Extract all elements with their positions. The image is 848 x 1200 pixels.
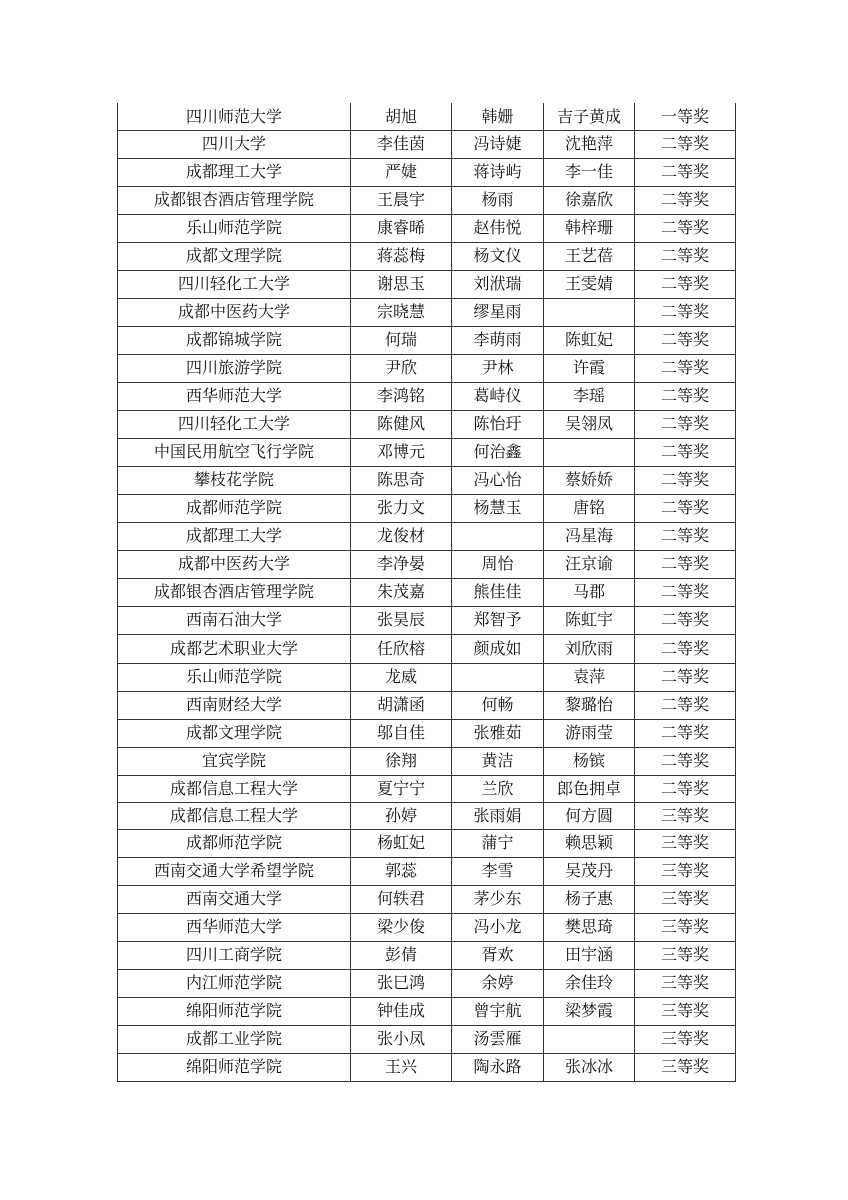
member-1-cell: 龙俊材 — [351, 522, 452, 550]
member-2-cell: 缪星雨 — [452, 298, 544, 326]
document-page — [117, 103, 736, 1082]
award-level-cell: 二等奖 — [635, 410, 736, 438]
member-1-cell: 梁少俊 — [351, 913, 452, 941]
member-1-cell: 张力文 — [351, 494, 452, 522]
member-1-cell: 王晨宇 — [351, 186, 452, 214]
member-3-cell: 刘欣雨 — [544, 634, 635, 663]
member-3-cell: 李瑶 — [544, 382, 635, 410]
award-level-cell: 二等奖 — [635, 130, 736, 158]
member-3-cell: 汪京谕 — [544, 550, 635, 578]
table-row — [118, 969, 736, 997]
table-row — [118, 775, 736, 802]
member-3-cell: 吴翎凤 — [544, 410, 635, 438]
award-level-cell: 三等奖 — [635, 802, 736, 829]
member-3-cell: 郎色拥卓 — [544, 775, 635, 802]
school-cell: 乐山师范学院 — [118, 663, 351, 691]
member-3-cell: 冯星海 — [544, 522, 635, 550]
award-level-cell: 三等奖 — [635, 1025, 736, 1053]
school-cell: 四川轻化工大学 — [118, 410, 351, 438]
member-1-cell: 龙威 — [351, 663, 452, 691]
member-1-cell: 胡潇函 — [351, 691, 452, 719]
table-row — [118, 578, 736, 606]
member-3-cell: 杨镔 — [544, 747, 635, 775]
member-1-cell: 孙婷 — [351, 802, 452, 829]
school-cell: 绵阳师范学院 — [118, 1053, 351, 1081]
member-3-cell: 李一佳 — [544, 158, 635, 186]
award-level-cell: 二等奖 — [635, 186, 736, 214]
member-2-cell: 杨慧玉 — [452, 494, 544, 522]
table-row — [118, 494, 736, 522]
member-3-cell: 袁萍 — [544, 663, 635, 691]
member-2-cell: 张雅茹 — [452, 719, 544, 747]
member-1-cell: 邓博元 — [351, 438, 452, 466]
member-2-cell: 何治鑫 — [452, 438, 544, 466]
member-3-cell — [544, 1025, 635, 1053]
school-cell: 绵阳师范学院 — [118, 997, 351, 1025]
member-1-cell: 张小凤 — [351, 1025, 452, 1053]
member-2-cell: 曾宇航 — [452, 997, 544, 1025]
member-2-cell: 杨文仪 — [452, 242, 544, 270]
member-1-cell: 夏宁宁 — [351, 775, 452, 802]
member-1-cell: 谢思玉 — [351, 270, 452, 298]
member-1-cell: 蒋蕊梅 — [351, 242, 452, 270]
member-2-cell: 张雨娟 — [452, 802, 544, 829]
member-3-cell: 田宇涵 — [544, 941, 635, 969]
member-3-cell: 韩梓珊 — [544, 214, 635, 242]
school-cell: 成都中医药大学 — [118, 550, 351, 578]
member-3-cell: 王艺蓓 — [544, 242, 635, 270]
school-cell: 成都文理学院 — [118, 719, 351, 747]
member-2-cell — [452, 663, 544, 691]
award-level-cell: 二等奖 — [635, 438, 736, 466]
member-1-cell: 杨虹妃 — [351, 829, 452, 857]
table-row — [118, 354, 736, 382]
member-2-cell: 蒋诗屿 — [452, 158, 544, 186]
award-level-cell: 二等奖 — [635, 158, 736, 186]
member-2-cell: 汤雲雁 — [452, 1025, 544, 1053]
award-level-cell: 二等奖 — [635, 494, 736, 522]
award-level-cell: 二等奖 — [635, 775, 736, 802]
award-level-cell: 二等奖 — [635, 550, 736, 578]
award-level-cell: 三等奖 — [635, 829, 736, 857]
award-level-cell: 二等奖 — [635, 270, 736, 298]
member-3-cell: 唐铭 — [544, 494, 635, 522]
member-1-cell: 彭倩 — [351, 941, 452, 969]
member-1-cell: 李佳茵 — [351, 130, 452, 158]
school-cell: 中国民用航空飞行学院 — [118, 438, 351, 466]
award-level-cell: 二等奖 — [635, 719, 736, 747]
table-row — [118, 438, 736, 466]
member-3-cell: 何方圆 — [544, 802, 635, 829]
table-row — [118, 298, 736, 326]
member-1-cell: 何轶君 — [351, 885, 452, 913]
school-cell: 成都文理学院 — [118, 242, 351, 270]
member-1-cell: 邬自佳 — [351, 719, 452, 747]
member-2-cell: 葛峙仪 — [452, 382, 544, 410]
member-3-cell: 游雨莹 — [544, 719, 635, 747]
table-row — [118, 158, 736, 186]
award-level-cell: 二等奖 — [635, 242, 736, 270]
member-3-cell: 黎璐怡 — [544, 691, 635, 719]
member-3-cell: 吴茂丹 — [544, 857, 635, 885]
member-3-cell: 樊思琦 — [544, 913, 635, 941]
member-3-cell: 沈艳萍 — [544, 130, 635, 158]
school-cell: 成都工业学院 — [118, 1025, 351, 1053]
school-cell: 成都师范学院 — [118, 829, 351, 857]
member-1-cell: 郭蕊 — [351, 857, 452, 885]
table-row — [118, 941, 736, 969]
school-cell: 成都理工大学 — [118, 158, 351, 186]
school-cell: 成都信息工程大学 — [118, 802, 351, 829]
member-2-cell: 冯诗婕 — [452, 130, 544, 158]
table-row — [118, 885, 736, 913]
table-row — [118, 663, 736, 691]
member-1-cell: 徐翔 — [351, 747, 452, 775]
member-3-cell: 赖思颖 — [544, 829, 635, 857]
award-level-cell: 二等奖 — [635, 634, 736, 663]
member-2-cell: 郑智予 — [452, 606, 544, 634]
table-row — [118, 747, 736, 775]
award-level-cell: 二等奖 — [635, 663, 736, 691]
member-2-cell: 李萌雨 — [452, 326, 544, 354]
member-3-cell: 陈虹妃 — [544, 326, 635, 354]
school-cell: 成都师范学院 — [118, 494, 351, 522]
member-3-cell — [544, 438, 635, 466]
member-2-cell: 赵伟悦 — [452, 214, 544, 242]
award-level-cell: 二等奖 — [635, 214, 736, 242]
member-1-cell: 何瑞 — [351, 326, 452, 354]
member-3-cell: 许霞 — [544, 354, 635, 382]
school-cell: 西南交通大学 — [118, 885, 351, 913]
school-cell: 成都中医药大学 — [118, 298, 351, 326]
member-1-cell: 朱茂嘉 — [351, 578, 452, 606]
member-2-cell: 冯小龙 — [452, 913, 544, 941]
table-row — [118, 719, 736, 747]
school-cell: 四川轻化工大学 — [118, 270, 351, 298]
award-level-cell: 二等奖 — [635, 606, 736, 634]
member-3-cell: 梁梦霞 — [544, 997, 635, 1025]
member-3-cell: 陈虹宇 — [544, 606, 635, 634]
table-row — [118, 326, 736, 354]
awards-table — [117, 103, 736, 1082]
member-1-cell: 严婕 — [351, 158, 452, 186]
member-2-cell: 蒲宁 — [452, 829, 544, 857]
member-3-cell: 吉子黄成 — [544, 103, 635, 130]
table-row — [118, 186, 736, 214]
member-2-cell: 刘洑瑞 — [452, 270, 544, 298]
member-2-cell: 熊佳佳 — [452, 578, 544, 606]
table-row — [118, 606, 736, 634]
school-cell: 成都银杏酒店管理学院 — [118, 578, 351, 606]
award-level-cell: 二等奖 — [635, 382, 736, 410]
school-cell: 成都理工大学 — [118, 522, 351, 550]
school-cell: 四川师范大学 — [118, 103, 351, 130]
member-2-cell: 陈怡玗 — [452, 410, 544, 438]
member-2-cell: 胥欢 — [452, 941, 544, 969]
school-cell: 成都艺术职业大学 — [118, 634, 351, 663]
member-1-cell: 李鸿铭 — [351, 382, 452, 410]
award-level-cell: 三等奖 — [635, 885, 736, 913]
member-2-cell: 周怡 — [452, 550, 544, 578]
table-row — [118, 1053, 736, 1081]
school-cell: 成都银杏酒店管理学院 — [118, 186, 351, 214]
member-3-cell: 张冰冰 — [544, 1053, 635, 1081]
school-cell: 西华师范大学 — [118, 382, 351, 410]
member-2-cell: 何畅 — [452, 691, 544, 719]
table-row — [118, 634, 736, 663]
award-level-cell: 二等奖 — [635, 466, 736, 494]
award-level-cell: 二等奖 — [635, 326, 736, 354]
school-cell: 西华师范大学 — [118, 913, 351, 941]
table-row — [118, 691, 736, 719]
member-1-cell: 张巳鸿 — [351, 969, 452, 997]
member-3-cell: 王雯婧 — [544, 270, 635, 298]
table-row — [118, 242, 736, 270]
member-1-cell: 陈健风 — [351, 410, 452, 438]
table-row — [118, 130, 736, 158]
table-row — [118, 829, 736, 857]
table-row — [118, 913, 736, 941]
table-row — [118, 857, 736, 885]
member-3-cell: 杨子惠 — [544, 885, 635, 913]
member-1-cell: 王兴 — [351, 1053, 452, 1081]
table-row — [118, 1025, 736, 1053]
award-level-cell: 三等奖 — [635, 969, 736, 997]
table-row — [118, 103, 736, 130]
award-level-cell: 一等奖 — [635, 103, 736, 130]
member-3-cell: 余佳玲 — [544, 969, 635, 997]
member-2-cell: 杨雨 — [452, 186, 544, 214]
table-row — [118, 550, 736, 578]
award-level-cell: 三等奖 — [635, 941, 736, 969]
award-level-cell: 二等奖 — [635, 522, 736, 550]
table-row — [118, 802, 736, 829]
member-2-cell — [452, 522, 544, 550]
award-level-cell: 三等奖 — [635, 857, 736, 885]
table-row — [118, 214, 736, 242]
member-1-cell: 尹欣 — [351, 354, 452, 382]
member-1-cell: 钟佳成 — [351, 997, 452, 1025]
award-level-cell: 三等奖 — [635, 997, 736, 1025]
award-level-cell: 三等奖 — [635, 913, 736, 941]
member-1-cell: 张昊辰 — [351, 606, 452, 634]
member-3-cell: 蔡娇娇 — [544, 466, 635, 494]
school-cell: 四川旅游学院 — [118, 354, 351, 382]
school-cell: 宜宾学院 — [118, 747, 351, 775]
award-level-cell: 二等奖 — [635, 691, 736, 719]
member-2-cell: 李雪 — [452, 857, 544, 885]
award-level-cell: 二等奖 — [635, 354, 736, 382]
member-2-cell: 颜成如 — [452, 634, 544, 663]
school-cell: 西南石油大学 — [118, 606, 351, 634]
school-cell: 成都锦城学院 — [118, 326, 351, 354]
table-row — [118, 382, 736, 410]
member-1-cell: 任欣榕 — [351, 634, 452, 663]
award-level-cell: 二等奖 — [635, 747, 736, 775]
member-3-cell — [544, 298, 635, 326]
school-cell: 成都信息工程大学 — [118, 775, 351, 802]
table-row — [118, 997, 736, 1025]
award-level-cell: 二等奖 — [635, 578, 736, 606]
table-row — [118, 410, 736, 438]
school-cell: 西南财经大学 — [118, 691, 351, 719]
school-cell: 四川工商学院 — [118, 941, 351, 969]
table-row — [118, 270, 736, 298]
member-2-cell: 茅少东 — [452, 885, 544, 913]
member-2-cell: 陶永路 — [452, 1053, 544, 1081]
award-level-cell: 三等奖 — [635, 1053, 736, 1081]
member-1-cell: 宗晓慧 — [351, 298, 452, 326]
member-1-cell: 胡旭 — [351, 103, 452, 130]
member-2-cell: 韩姗 — [452, 103, 544, 130]
table-row — [118, 466, 736, 494]
school-cell: 乐山师范学院 — [118, 214, 351, 242]
awards-table-body — [118, 103, 736, 1081]
school-cell: 攀枝花学院 — [118, 466, 351, 494]
award-level-cell: 二等奖 — [635, 298, 736, 326]
member-3-cell: 马郡 — [544, 578, 635, 606]
member-1-cell: 康睿晞 — [351, 214, 452, 242]
table-row — [118, 522, 736, 550]
member-2-cell: 黄洁 — [452, 747, 544, 775]
member-3-cell: 徐嘉欣 — [544, 186, 635, 214]
member-2-cell: 兰欣 — [452, 775, 544, 802]
school-cell: 内江师范学院 — [118, 969, 351, 997]
member-2-cell: 冯心怡 — [452, 466, 544, 494]
member-2-cell: 余婷 — [452, 969, 544, 997]
member-1-cell: 李净晏 — [351, 550, 452, 578]
school-cell: 四川大学 — [118, 130, 351, 158]
member-1-cell: 陈思奇 — [351, 466, 452, 494]
member-2-cell: 尹林 — [452, 354, 544, 382]
school-cell: 西南交通大学希望学院 — [118, 857, 351, 885]
